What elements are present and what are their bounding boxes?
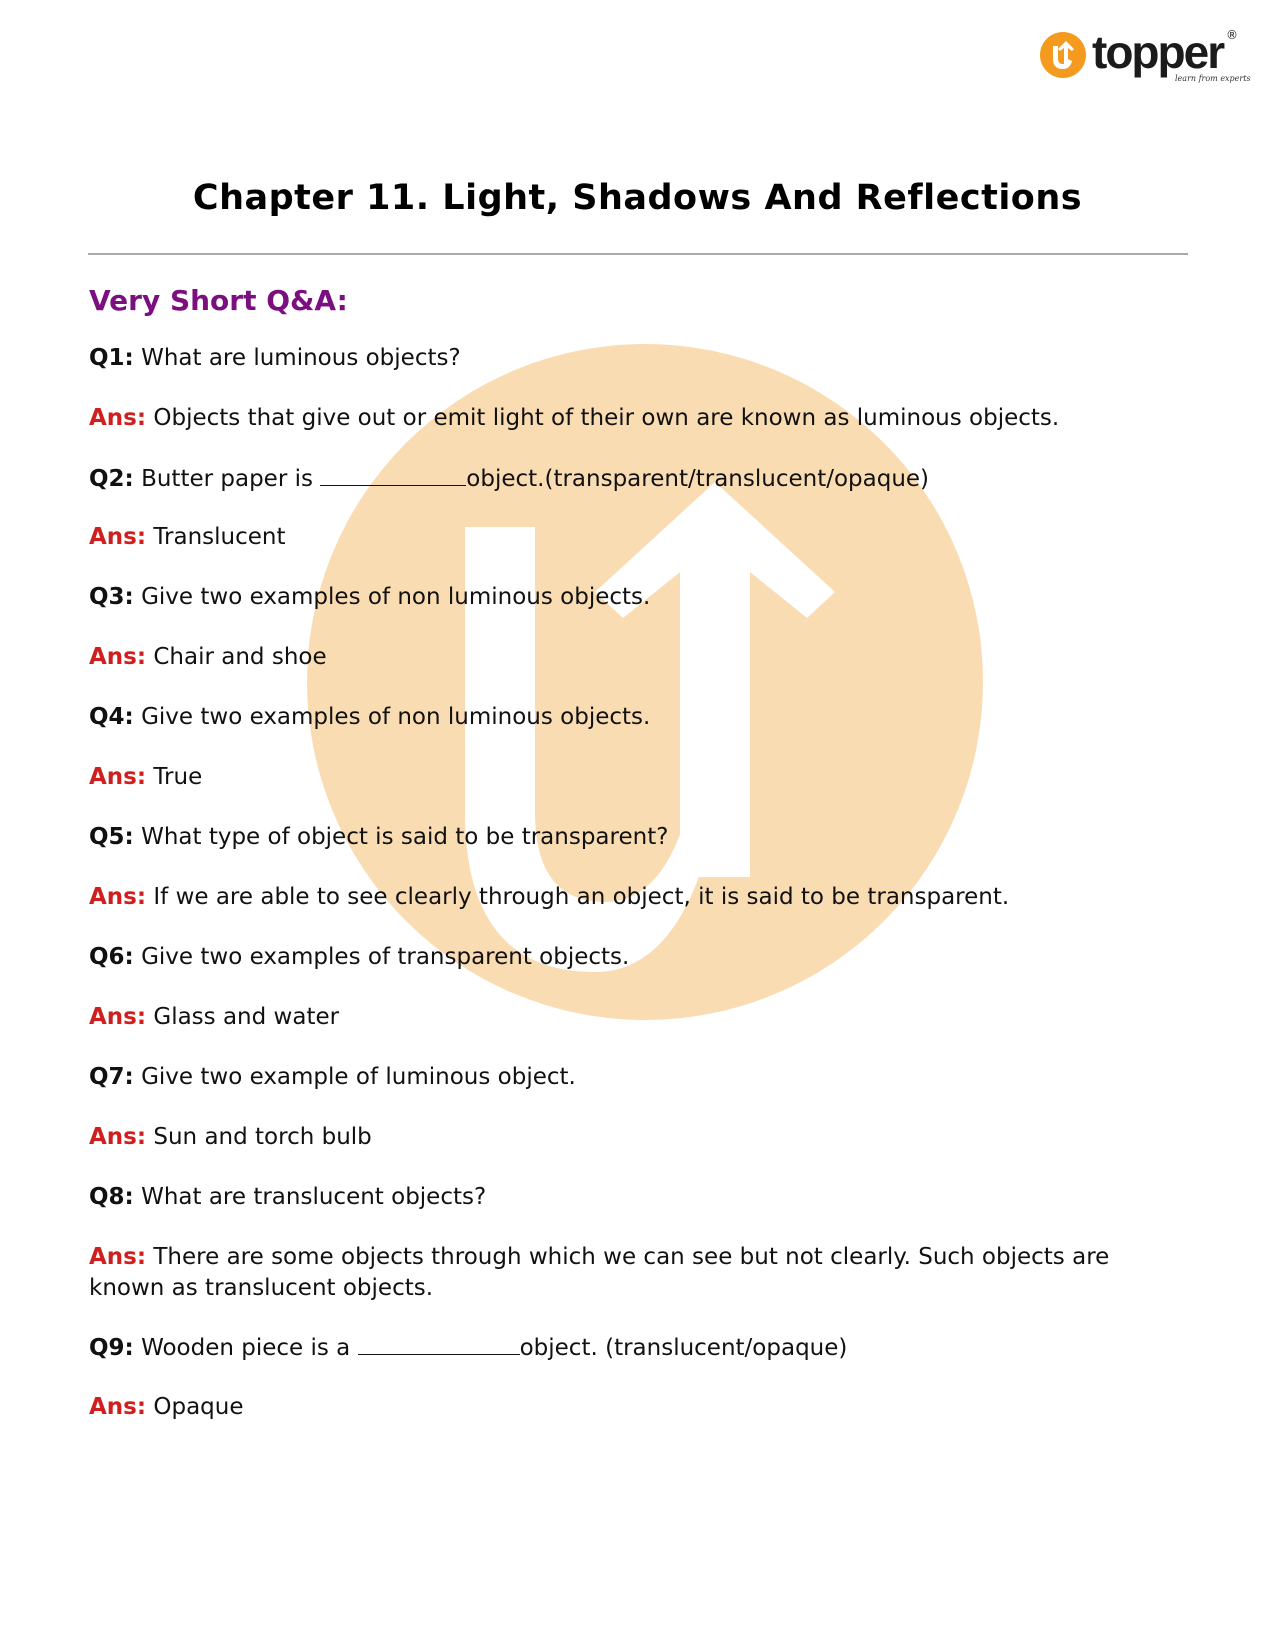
answer-2	[89, 522, 1189, 553]
answer-label: Ans:	[89, 1394, 147, 1420]
answer-label: Ans:	[89, 1244, 147, 1270]
registered-mark: ®	[1226, 28, 1238, 42]
answer-text: There are some objects through which we can see but not clearly. Such objects are known as translucent objects.	[89, 1244, 1110, 1301]
answer-1	[89, 403, 1189, 434]
answer-9	[89, 1392, 1189, 1423]
answer-3	[89, 642, 1189, 673]
answer-7	[89, 1122, 1189, 1153]
answer-text: Objects that give out or emit light of their own are known as luminous objects.	[153, 405, 1060, 431]
question-5	[89, 822, 1189, 853]
question-label: Q5:	[89, 824, 134, 850]
answer-text: If we are able to see clearly through an object, it is said to be transparent.	[153, 884, 1010, 910]
question-text: What are luminous objects?	[141, 345, 461, 371]
question-label: Q3:	[89, 584, 134, 610]
answer-label: Ans:	[89, 644, 147, 670]
topper-logo-icon	[1040, 32, 1086, 78]
topper-watermark-logo	[305, 342, 985, 1022]
question-9	[89, 1332, 1189, 1364]
question-4	[89, 702, 1189, 733]
answer-label: Ans:	[89, 1004, 147, 1030]
question-2	[89, 463, 1189, 495]
answer-8	[89, 1242, 1189, 1304]
question-label: Q4:	[89, 704, 134, 730]
question-7	[89, 1062, 1189, 1093]
answer-label: Ans:	[89, 1124, 147, 1150]
answer-text: Glass and water	[153, 1004, 340, 1030]
question-text: What type of object is said to be transparent?	[141, 824, 669, 850]
question-label: Q2:	[89, 466, 134, 492]
answer-4	[89, 762, 1189, 793]
answer-label: Ans:	[89, 884, 147, 910]
answer-label: Ans:	[89, 524, 147, 550]
question-label: Q9:	[89, 1335, 134, 1361]
topper-logo-wordmark: topper	[1092, 26, 1224, 78]
question-3	[89, 582, 1189, 613]
title-divider	[88, 253, 1188, 255]
logo-tagline: learn from experts	[1175, 74, 1251, 83]
question-label: Q1:	[89, 345, 134, 371]
answer-text: Opaque	[153, 1394, 244, 1420]
answer-6	[89, 1002, 1189, 1033]
question-text-before-blank: Wooden piece is a	[141, 1335, 351, 1361]
fill-in-blank	[320, 463, 466, 486]
answer-text: Chair and shoe	[153, 644, 327, 670]
question-text: Give two example of luminous object.	[141, 1064, 576, 1090]
question-6	[89, 942, 1189, 973]
question-label: Q7:	[89, 1064, 134, 1090]
question-label: Q8:	[89, 1184, 134, 1210]
question-text: Give two examples of non luminous objects.	[141, 584, 651, 610]
answer-text: Translucent	[153, 524, 286, 550]
question-text-after-blank: object.(transparent/translucent/opaque)	[466, 466, 930, 492]
question-label: Q6:	[89, 944, 134, 970]
topper-logo	[1040, 26, 1251, 92]
question-text: What are translucent objects?	[141, 1184, 487, 1210]
answer-label: Ans:	[89, 764, 147, 790]
question-text: Give two examples of non luminous objects.	[141, 704, 651, 730]
answer-5	[89, 882, 1189, 913]
question-text: Give two examples of transparent objects.	[141, 944, 630, 970]
answer-text: Sun and torch bulb	[153, 1124, 372, 1150]
question-text-before-blank: Butter paper is	[141, 466, 313, 492]
question-1	[89, 343, 1189, 374]
answer-text: True	[153, 764, 203, 790]
section-heading: Very Short Q&A:	[89, 284, 348, 317]
question-8	[89, 1182, 1189, 1213]
answer-label: Ans:	[89, 405, 147, 431]
fill-in-blank	[358, 1332, 520, 1355]
page-title: Chapter 11. Light, Shadows And Reflections	[192, 178, 1083, 218]
question-text-after-blank: object. (translucent/opaque)	[519, 1335, 848, 1361]
